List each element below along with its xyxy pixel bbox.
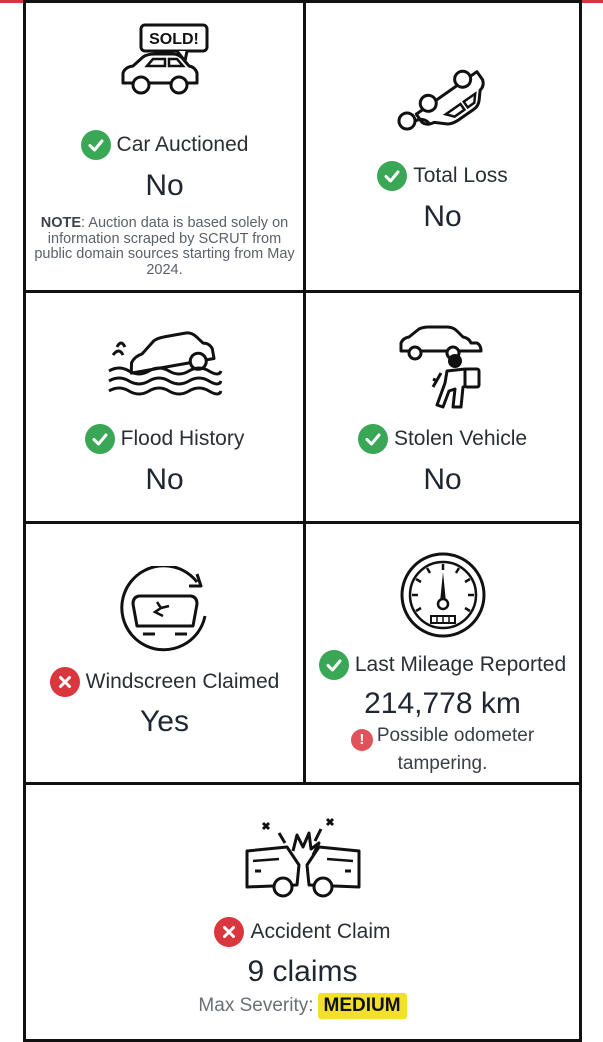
car-thief-icon <box>306 321 579 413</box>
windscreen-claimed-value: Yes <box>140 705 189 738</box>
total-loss-title: Total Loss <box>413 164 508 187</box>
windscreen-claimed-label <box>26 667 303 697</box>
last-mileage-value: 214,778 km <box>364 687 521 720</box>
flood-history-label <box>26 424 303 454</box>
car-auctioned-title: Car Auctioned <box>116 133 249 156</box>
card-stolen-vehicle <box>303 290 582 526</box>
overturned-car-icon <box>306 49 579 137</box>
exclamation-icon: ! <box>351 729 373 751</box>
accident-claim-value: 9 claims <box>247 955 358 988</box>
car-auctioned-value: No <box>145 169 184 202</box>
car-auctioned-label <box>26 130 303 160</box>
sold-sign-text: SOLD! <box>148 31 199 48</box>
windscreen-icon <box>26 566 303 658</box>
note-prefix: NOTE <box>40 215 82 231</box>
severity-badge: MEDIUM <box>318 993 407 1019</box>
sold-car-icon <box>26 23 303 101</box>
note-text: : Auction data is based solely on information scraped by SCRUT from public domain sources starting from May 2024. <box>34 215 295 278</box>
cross-icon <box>50 667 80 697</box>
check-icon <box>81 130 111 160</box>
card-total-loss <box>303 0 582 293</box>
check-icon <box>377 161 407 191</box>
check-icon <box>319 650 349 680</box>
speedometer-icon <box>306 550 579 640</box>
check-icon <box>358 424 388 454</box>
card-accident-claim <box>23 782 582 1042</box>
flooded-car-icon <box>26 327 303 397</box>
card-windscreen-claimed <box>23 521 306 786</box>
total-loss-label <box>306 161 579 191</box>
last-mileage-title: Last Mileage Reported <box>354 653 567 676</box>
warning-line2: tampering. <box>397 752 488 774</box>
check-icon <box>85 424 115 454</box>
odometer-warning <box>306 723 579 776</box>
max-severity <box>26 993 579 1019</box>
card-car-auctioned <box>23 0 306 293</box>
car-crash-icon <box>26 817 579 901</box>
card-flood-history <box>23 290 306 526</box>
stolen-vehicle-title: Stolen Vehicle <box>393 427 528 450</box>
cross-icon <box>214 917 244 947</box>
auction-note <box>34 216 295 278</box>
card-last-mileage <box>303 521 582 786</box>
accident-claim-title: Accident Claim <box>250 920 391 943</box>
last-mileage-label <box>306 650 579 680</box>
windscreen-claimed-title: Windscreen Claimed <box>85 670 280 693</box>
stolen-vehicle-label <box>306 424 579 454</box>
severity-label: Max Severity: <box>198 995 314 1016</box>
accident-claim-label <box>26 917 579 947</box>
flood-history-value: No <box>145 463 184 496</box>
stolen-vehicle-value: No <box>423 463 462 496</box>
warning-line1: Possible odometer <box>376 725 535 746</box>
flood-history-title: Flood History <box>120 427 245 450</box>
total-loss-value: No <box>423 200 462 233</box>
